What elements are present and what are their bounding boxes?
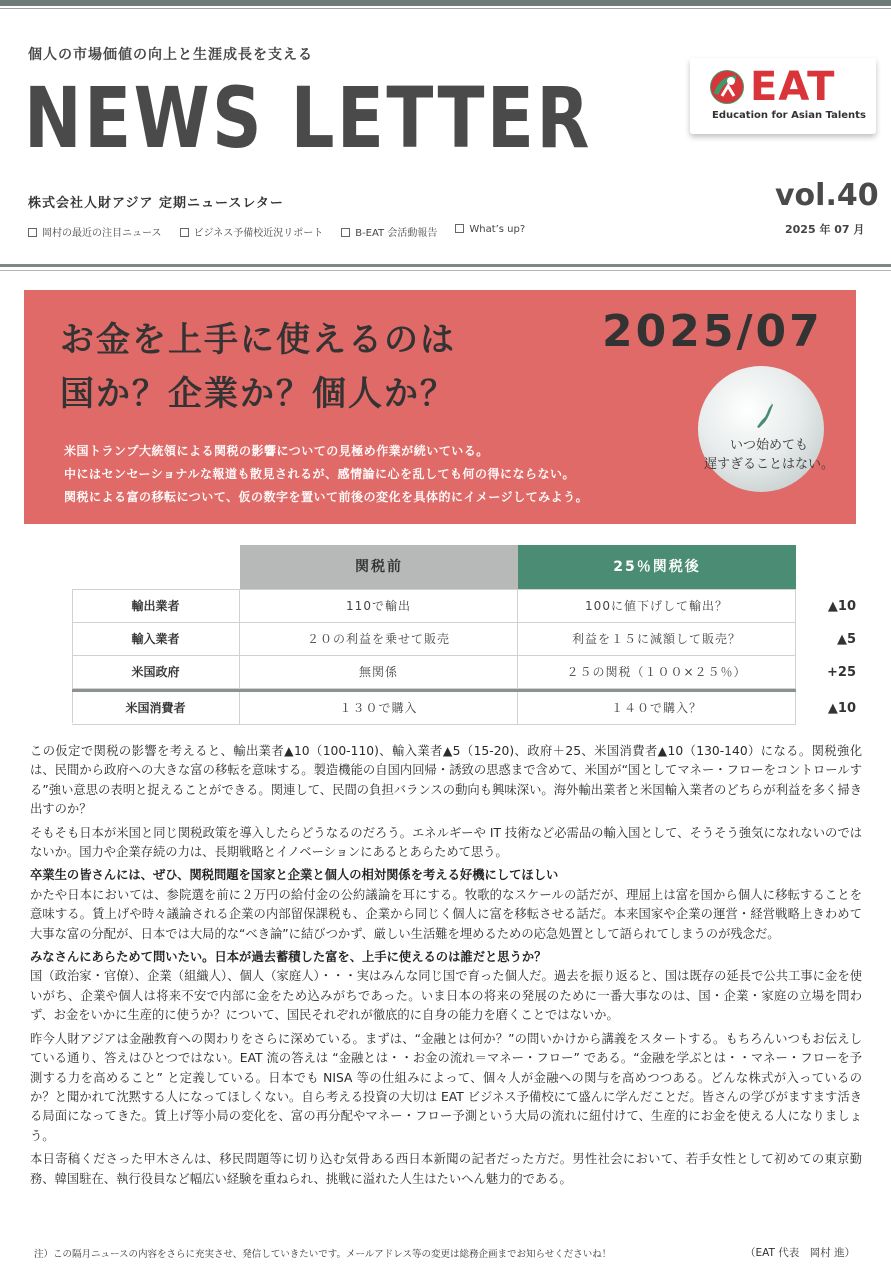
row-label: 米国消費者 xyxy=(72,692,240,725)
cell-delta: ▲5 xyxy=(836,632,856,647)
paragraph: 国（政治家・官僚）、企業（組織人）、個人（家庭人）・・・実はみんな同じ国で育った個人だ。過去を振り返ると、国は既存の延長で公共工事に金を使いがち、企業や個人は将来不安で内部に金をため込みがちであった。いま日本の将来の発展のために一番大事なのは、国・企業・家庭の立場を問わず、お金をいかに生産的に使うか？について、国民それぞれが徹底的に自身の能力を磨くことではないか。 xyxy=(30,969,862,1023)
cell-before: １３０で購入 xyxy=(240,692,518,725)
header-divider xyxy=(0,264,891,267)
hero-summary xyxy=(64,440,588,509)
table-row xyxy=(72,692,856,725)
cell-delta: ▲10 xyxy=(827,599,856,614)
table-row xyxy=(72,623,856,656)
hero-line: 関税による富の移転について、仮の数字を置いて前後の変化を具体的にイメージしてみよう。 xyxy=(64,490,589,504)
cell-after: １４０で購入？ xyxy=(518,692,796,725)
cell-before: 無関係 xyxy=(240,656,518,689)
globe-quote: いつ始めても 遅すぎることはない。 xyxy=(703,438,834,472)
table-row xyxy=(72,656,856,689)
eat-logo-icon xyxy=(710,70,744,104)
paragraph: そもそも日本が米国と同じ関税政策を導入したらどうなるのだろう。エネルギーや IT 技術など必需品の輸入国として、そうそう強気になれないのではないか。国力や企業存続の力は、長期戦略とイノベーションにあるとあらためて思う。 xyxy=(30,825,862,860)
footer-note: 注）この隔月ニュースの内容をさらに充実させ、発信していきたいです。メールアドレス等の変更は総務企画までお知らせくださいね！ xyxy=(34,1249,612,1260)
article-body xyxy=(30,742,862,1193)
checkbox-icon xyxy=(455,224,464,233)
cell-after: 利益を１５に減額して販売？ xyxy=(518,623,796,656)
tagline: 個人の市場価値の向上と生涯成長を支える xyxy=(28,47,313,63)
header-divider-thin xyxy=(0,270,891,271)
cell-after: 100に値下げして輸出？ xyxy=(518,590,796,623)
category-item: What’s up? xyxy=(455,224,525,239)
cell-before: 110で輸出 xyxy=(240,590,518,623)
checkbox-icon xyxy=(341,228,350,237)
paragraph: 昨今人財アジアは金融教育への関わりをさらに深めている。まずは、“金融とは何か？”の問いかけから講義をスタートする。もちろんいつもお伝えしている通り、答えはひとつではない。EAT 流の答えは “金融とは・・お金の流れ＝マネー・フロー” である。“金融を学ぶとは・・マネー・フローを予測する力を高めること” と定義している。日本でも NISA 等の仕組みによって、個々人が金融への関与を高めつつある。どんな株式が入っているのか？と聞かれて沈黙する人になってほしくない。自ら考える投資の大切は EAT ビジネス予備校にて盛んに学んだことだ。皆さんの学びがますます活きる局面になってきた。賃上げ等小局の変化を、富の再分配やマネー・フロー予測という大局の流れに紐付けて、生産的にお金を使える人になりましょう。 xyxy=(30,1031,862,1143)
column-header-after: 25％関税後 xyxy=(518,545,796,589)
hero-year: 2025/07 xyxy=(602,306,823,357)
top-border-thin xyxy=(0,8,891,9)
cell-after: ２５の関税（１００×２５％） xyxy=(518,656,796,689)
table-row xyxy=(72,590,856,623)
checkbox-icon xyxy=(180,228,189,237)
paragraph: 本日寄稿くださった甲木さんは、移民問題等に切り込む気骨ある西日本新聞の記者だった方だ。男性社会において、若手女性として初めての東京勤務、韓国駐在、執行役員など幅広い経験を重ねられ、挑戦に溢れた人生はたいへん魅力的である。 xyxy=(30,1152,862,1186)
newsletter-title: NEWS LETTER xyxy=(24,69,592,167)
row-label: 米国政府 xyxy=(72,656,240,689)
cell-delta: +25 xyxy=(827,665,856,680)
hero-headline-1: お金を上手に使えるのは xyxy=(60,320,456,360)
logo-subtitle: Education for Asian Talents xyxy=(712,110,866,121)
column-header-before: 関税前 xyxy=(240,545,518,589)
hero-headline-2: 国か？企業か？個人か？ xyxy=(60,374,456,414)
japan-map-icon xyxy=(756,400,774,430)
row-label: 輸出業者 xyxy=(72,590,240,623)
logo-text: EAT xyxy=(750,64,836,110)
hero-banner xyxy=(24,290,856,524)
checkbox-icon xyxy=(28,228,37,237)
cell-delta: ▲10 xyxy=(827,701,856,716)
hero-line: 中にはセンセーショナルな報道も散見されるが、感情論に心を乱しても何の得にならない。 xyxy=(64,467,575,481)
issue-date: 2025 年 07 月 xyxy=(785,223,865,236)
category-list xyxy=(28,224,525,239)
top-border xyxy=(0,0,891,6)
section-heading: みなさんにあらためて問いたい。日本が過去蓄積した富を、上手に使えるのは誰だと思うか？ xyxy=(30,950,547,965)
category-item: ビジネス予備校近況リポート xyxy=(180,224,324,239)
volume-number: vol.40 xyxy=(775,178,879,213)
category-item: 岡村の最近の注目ニュース xyxy=(28,224,162,239)
footer-signature: （EAT 代表 岡村 進） xyxy=(745,1247,856,1259)
company-name: 株式会社人財アジア 定期ニュースレター xyxy=(28,196,284,211)
hero-line: 米国トランプ大統領による関税の影響についての見極め作業が続いている。 xyxy=(64,444,489,458)
eat-logo xyxy=(690,58,876,134)
section-heading: 卒業生の皆さんには、ぜひ、関税問題を国家と企業と個人の相対関係を考える好機にしてほしい xyxy=(30,868,559,883)
cell-before: ２０の利益を乗せて販売 xyxy=(240,623,518,656)
paragraph: かたや日本においては、参院選を前に２万円の給付金の公約議論を耳にする。牧歌的なスケールの話だが、理屈上は富を国から個人に移転することを意味する。賃上げや時々議論される企業の内部留保課税も、企業から同じく個人に富を移転させる話だ。本来国家や企業の運営・経営戦略上きわめて大事な富の分配が、日本では大局的な“べき論”に結びつかず、厳しい生活難を埋めるための応急処置として語られてしまうのが残念だ。 xyxy=(30,887,862,941)
category-item: B-EAT 会活動報告 xyxy=(341,224,437,239)
paragraph: この仮定で関税の影響を考えると、輸出業者▲10（100-110)、輸入業者▲5（15-20)、政府＋25、米国消費者▲10（130-140）になる。関税強化は、民間から政府への大きな富の移転を意味する。製造機能の自国内回帰・誘致の思惑まで含めて、米国が“国としてマネー・フローをコントロールする”強い意思の表明と捉えることができる。関連して、民間の負担バランスの動向も興味深い。海外輸出業者と米国輸入業者のどちらが利益を多く掃き出すのか？ xyxy=(30,744,862,817)
row-label: 輸入業者 xyxy=(72,623,240,656)
